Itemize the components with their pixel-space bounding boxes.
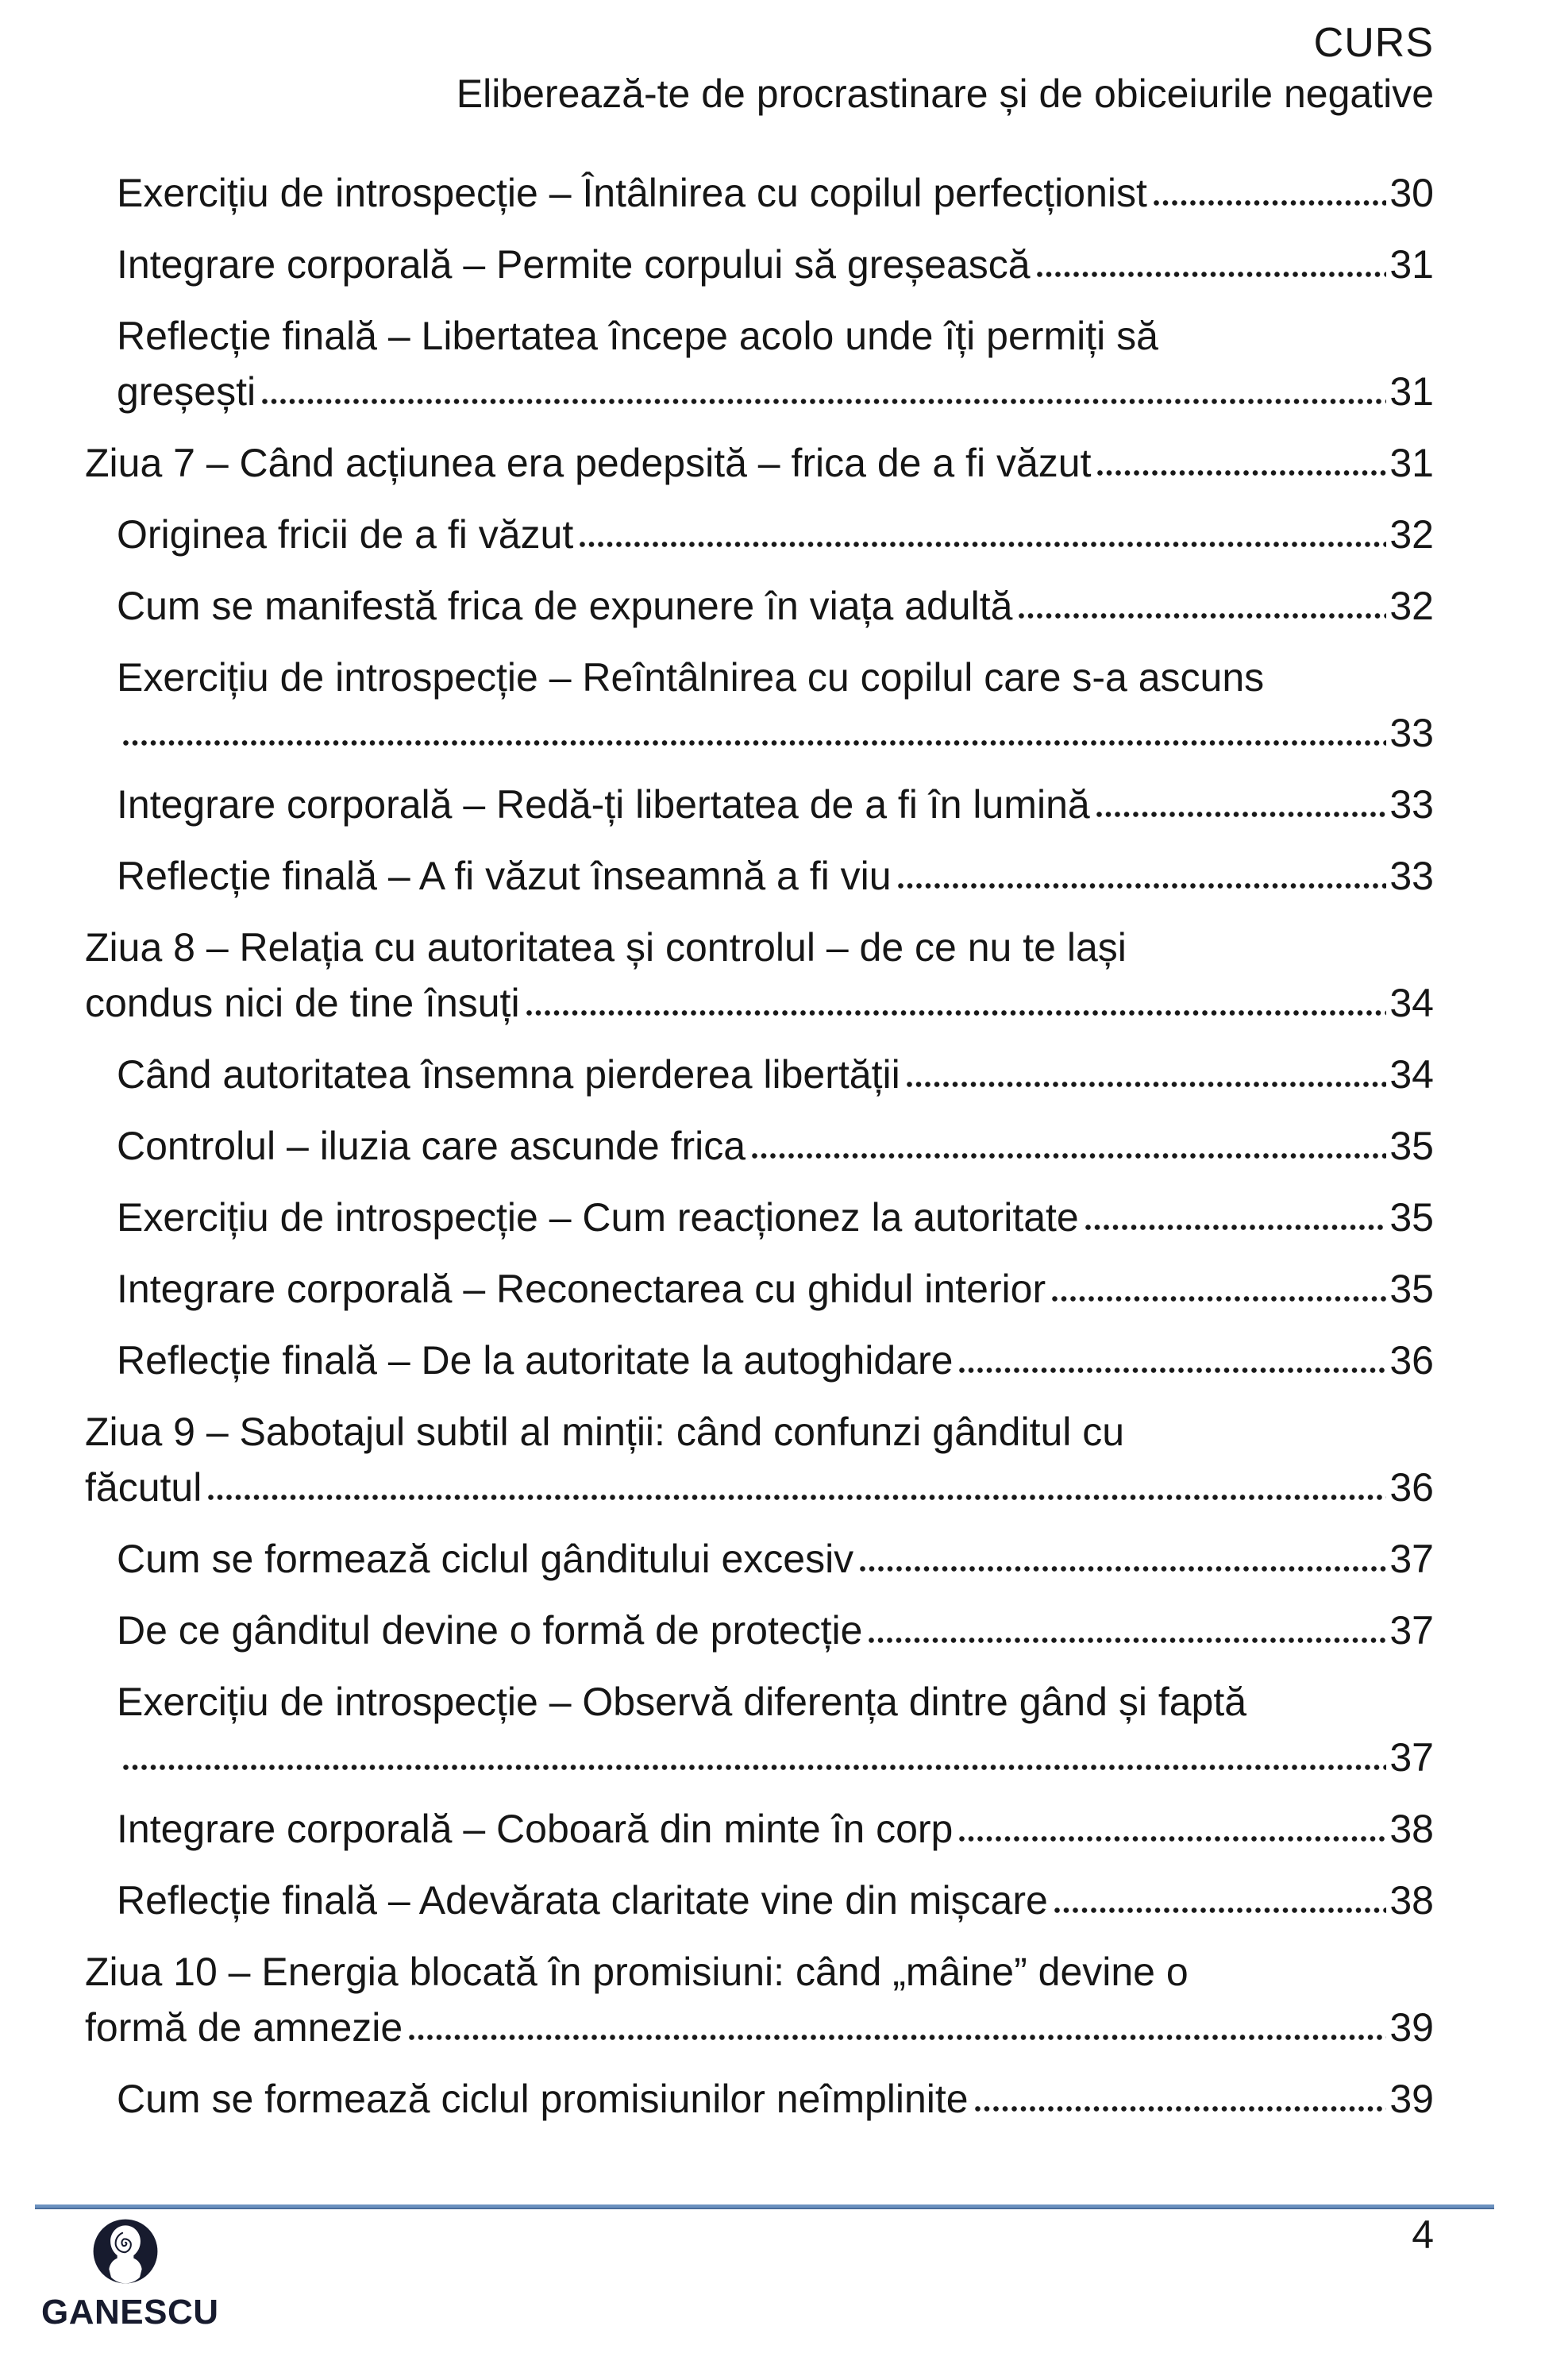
toc-entry[interactable] xyxy=(85,237,1434,292)
toc-dots-leader xyxy=(208,1494,1386,1501)
toc-dots-leader xyxy=(526,1009,1387,1016)
table-of-contents xyxy=(85,165,1434,2127)
toc-page-number: 38 xyxy=(1389,1807,1434,1851)
toc-dots-leader xyxy=(1154,199,1386,206)
page-number: 4 xyxy=(1412,2212,1434,2257)
toc-entry-text: Integrare corporală – Redă-ți libertatea de a fi în lumină xyxy=(117,782,1090,827)
toc-entry-row xyxy=(117,578,1434,634)
toc-entry-text: făcutul xyxy=(85,1465,202,1510)
toc-dots-leader xyxy=(1019,612,1386,619)
toc-entry-text: Cum se formează ciclul promisiunilor neîmplinite xyxy=(117,2077,969,2121)
toc-page-number: 36 xyxy=(1389,1465,1434,1510)
toc-page-number: 33 xyxy=(1389,711,1434,755)
toc-entry-text: Ziua 9 – Sabotajul subtil al minții: când confunzi gânditul cu xyxy=(85,1410,1125,1454)
toc-entry-row xyxy=(85,1944,1434,2000)
toc-entry-text: Reflecție finală – De la autoritate la autoghidare xyxy=(117,1338,954,1383)
toc-entry-text: Cum se formează ciclul gânditului excesiv xyxy=(117,1537,854,1581)
toc-entry-row xyxy=(117,777,1434,832)
toc-entry-text: Reflecție finală – Libertatea începe acolo unde îți permiți să xyxy=(117,314,1158,358)
toc-entry[interactable] xyxy=(85,1801,1434,1857)
toc-page-number: 39 xyxy=(1389,2077,1434,2121)
toc-dots-leader xyxy=(1097,469,1386,476)
toc-dots-leader xyxy=(1054,1907,1387,1914)
course-title: Eliberează-te de procrastinare și de obiceiurile negative xyxy=(456,71,1434,116)
brand-logo xyxy=(41,2217,219,2332)
toc-dots-leader xyxy=(1037,271,1387,278)
toc-page-number: 35 xyxy=(1389,1124,1434,1168)
toc-page-number: 32 xyxy=(1389,512,1434,557)
toc-dots-leader xyxy=(262,398,1386,405)
toc-dots-leader xyxy=(1085,1224,1387,1231)
toc-entry-row xyxy=(117,705,1434,761)
toc-dots-leader xyxy=(898,882,1387,889)
toc-entry-row xyxy=(117,1333,1434,1388)
toc-entry-row xyxy=(117,650,1434,705)
toc-dots-leader xyxy=(752,1152,1386,1159)
toc-entry-row xyxy=(117,1603,1434,1658)
toc-entry-text: Când autoritatea însemna pierderea libertății xyxy=(117,1052,900,1097)
toc-entry[interactable] xyxy=(85,578,1434,634)
toc-entry-text: Ziua 7 – Când acțiunea era pedepsită – frica de a fi văzut xyxy=(85,441,1092,485)
toc-dots-leader xyxy=(907,1081,1387,1088)
toc-entry-row xyxy=(117,2071,1434,2127)
toc-entry-text: Integrare corporală – Coboară din minte în corp xyxy=(117,1807,954,1851)
toc-page-number: 34 xyxy=(1389,1052,1434,1097)
page-header xyxy=(0,0,1545,119)
toc-dots-leader xyxy=(975,2105,1387,2112)
toc-entry-row xyxy=(117,1801,1434,1857)
toc-entry-text: Cum se manifestă frica de expunere în viața adultă xyxy=(117,584,1013,628)
toc-page-number: 37 xyxy=(1389,1537,1434,1581)
toc-page-number: 39 xyxy=(1389,2005,1434,2050)
toc-entry[interactable] xyxy=(85,1333,1434,1388)
toc-entry-row xyxy=(117,1261,1434,1317)
toc-entry-row xyxy=(117,165,1434,221)
toc-page-number: 31 xyxy=(1389,441,1434,485)
toc-page-number: 34 xyxy=(1389,981,1434,1025)
toc-entry[interactable] xyxy=(85,1404,1434,1515)
toc-entry-row xyxy=(117,507,1434,562)
course-label: CURS xyxy=(1313,20,1434,66)
toc-entry[interactable] xyxy=(85,1674,1434,1785)
toc-entry-row xyxy=(117,1531,1434,1587)
toc-page-number: 32 xyxy=(1389,584,1434,628)
toc-dots-leader xyxy=(123,739,1386,746)
toc-entry-text: Reflecție finală – A fi văzut înseamnă a fi viu xyxy=(117,854,892,898)
toc-entry-row xyxy=(117,1730,1434,1785)
toc-entry[interactable] xyxy=(85,650,1434,761)
toc-entry[interactable] xyxy=(85,1190,1434,1245)
toc-dots-leader xyxy=(860,1565,1386,1572)
toc-entry-row xyxy=(117,1118,1434,1174)
toc-entry[interactable] xyxy=(85,308,1434,419)
toc-entry-row xyxy=(117,1873,1434,1928)
toc-entry-text: formă de amnezie xyxy=(85,2005,403,2050)
toc-entry-row xyxy=(117,308,1434,364)
toc-entry[interactable] xyxy=(85,920,1434,1031)
toc-dots-leader xyxy=(869,1637,1386,1644)
toc-entry-text: Originea fricii de a fi văzut xyxy=(117,512,574,557)
toc-entry-text: greșești xyxy=(117,369,256,414)
ganescu-head-spiral-icon xyxy=(91,2217,160,2285)
toc-page-number: 36 xyxy=(1389,1338,1434,1383)
toc-page-number: 38 xyxy=(1389,1878,1434,1923)
toc-entry-text: Integrare corporală – Permite corpului să greșească xyxy=(117,242,1031,287)
toc-entry[interactable] xyxy=(85,507,1434,562)
toc-entry-text: Ziua 8 – Relația cu autoritatea și controlul – de ce nu te lași xyxy=(85,925,1127,970)
toc-dots-leader xyxy=(959,1835,1386,1842)
toc-entry-row xyxy=(117,1674,1434,1730)
toc-dots-leader xyxy=(1052,1295,1386,1302)
toc-entry-text: Exercițiu de introspecție – Reîntâlnirea cu copilul care s-a ascuns xyxy=(117,655,1265,700)
toc-entry-row xyxy=(85,435,1434,491)
toc-entry-text: Exercițiu de introspecție – Cum reacționez la autoritate xyxy=(117,1195,1079,1240)
toc-entry-row xyxy=(117,364,1434,419)
footer-divider xyxy=(35,2204,1494,2209)
toc-entry-row xyxy=(117,848,1434,904)
toc-entry[interactable] xyxy=(85,1603,1434,1658)
toc-page-number: 30 xyxy=(1389,171,1434,215)
toc-entry-text: Exercițiu de introspecție – Întâlnirea cu copilul perfecționist xyxy=(117,171,1147,215)
toc-entry-text: Integrare corporală – Reconectarea cu ghidul interior xyxy=(117,1267,1046,1311)
toc-entry-text: Ziua 10 – Energia blocată în promisiuni: când „mâine” devine o xyxy=(85,1950,1189,1994)
toc-dots-leader xyxy=(959,1367,1386,1374)
toc-page-number: 37 xyxy=(1389,1735,1434,1780)
brand-name: GANESCU xyxy=(41,2293,219,2332)
toc-entry[interactable] xyxy=(85,1261,1434,1317)
toc-entry[interactable] xyxy=(85,1118,1434,1174)
toc-page-number: 31 xyxy=(1389,369,1434,414)
toc-entry[interactable] xyxy=(85,1531,1434,1587)
toc-dots-leader xyxy=(123,1764,1386,1771)
toc-entry[interactable] xyxy=(85,2071,1434,2127)
toc-dots-leader xyxy=(580,541,1386,548)
toc-entry-row xyxy=(117,237,1434,292)
toc-entry[interactable] xyxy=(85,777,1434,832)
toc-entry-row xyxy=(117,1047,1434,1102)
toc-entry-text: Controlul – iluzia care ascunde frica xyxy=(117,1124,746,1168)
toc-page-number: 35 xyxy=(1389,1267,1434,1311)
toc-entry-row xyxy=(85,1460,1434,1515)
toc-entry-text: Reflecție finală – Adevărata claritate vine din mișcare xyxy=(117,1878,1048,1923)
toc-entry[interactable] xyxy=(85,165,1434,221)
toc-entry-text: Exercițiu de introspecție – Observă diferența dintre gând și faptă xyxy=(117,1680,1247,1724)
toc-entry[interactable] xyxy=(85,1873,1434,1928)
toc-dots-leader xyxy=(409,2034,1386,2041)
toc-entry-row xyxy=(85,920,1434,975)
toc-entry-row xyxy=(85,975,1434,1031)
toc-page-number: 37 xyxy=(1389,1608,1434,1653)
toc-entry[interactable] xyxy=(85,1944,1434,2055)
toc-entry[interactable] xyxy=(85,848,1434,904)
toc-entry[interactable] xyxy=(85,1047,1434,1102)
toc-entry-row xyxy=(85,2000,1434,2055)
toc-entry[interactable] xyxy=(85,435,1434,491)
toc-entry-text: De ce gânditul devine o formă de protecție xyxy=(117,1608,863,1653)
toc-page-number: 31 xyxy=(1389,242,1434,287)
toc-dots-leader xyxy=(1096,811,1387,818)
toc-page-number: 33 xyxy=(1389,854,1434,898)
toc-page-number: 33 xyxy=(1389,782,1434,827)
toc-entry-row xyxy=(85,1404,1434,1460)
toc-entry-row xyxy=(117,1190,1434,1245)
toc-page-number: 35 xyxy=(1389,1195,1434,1240)
toc-entry-text: condus nici de tine însuți xyxy=(85,981,520,1025)
